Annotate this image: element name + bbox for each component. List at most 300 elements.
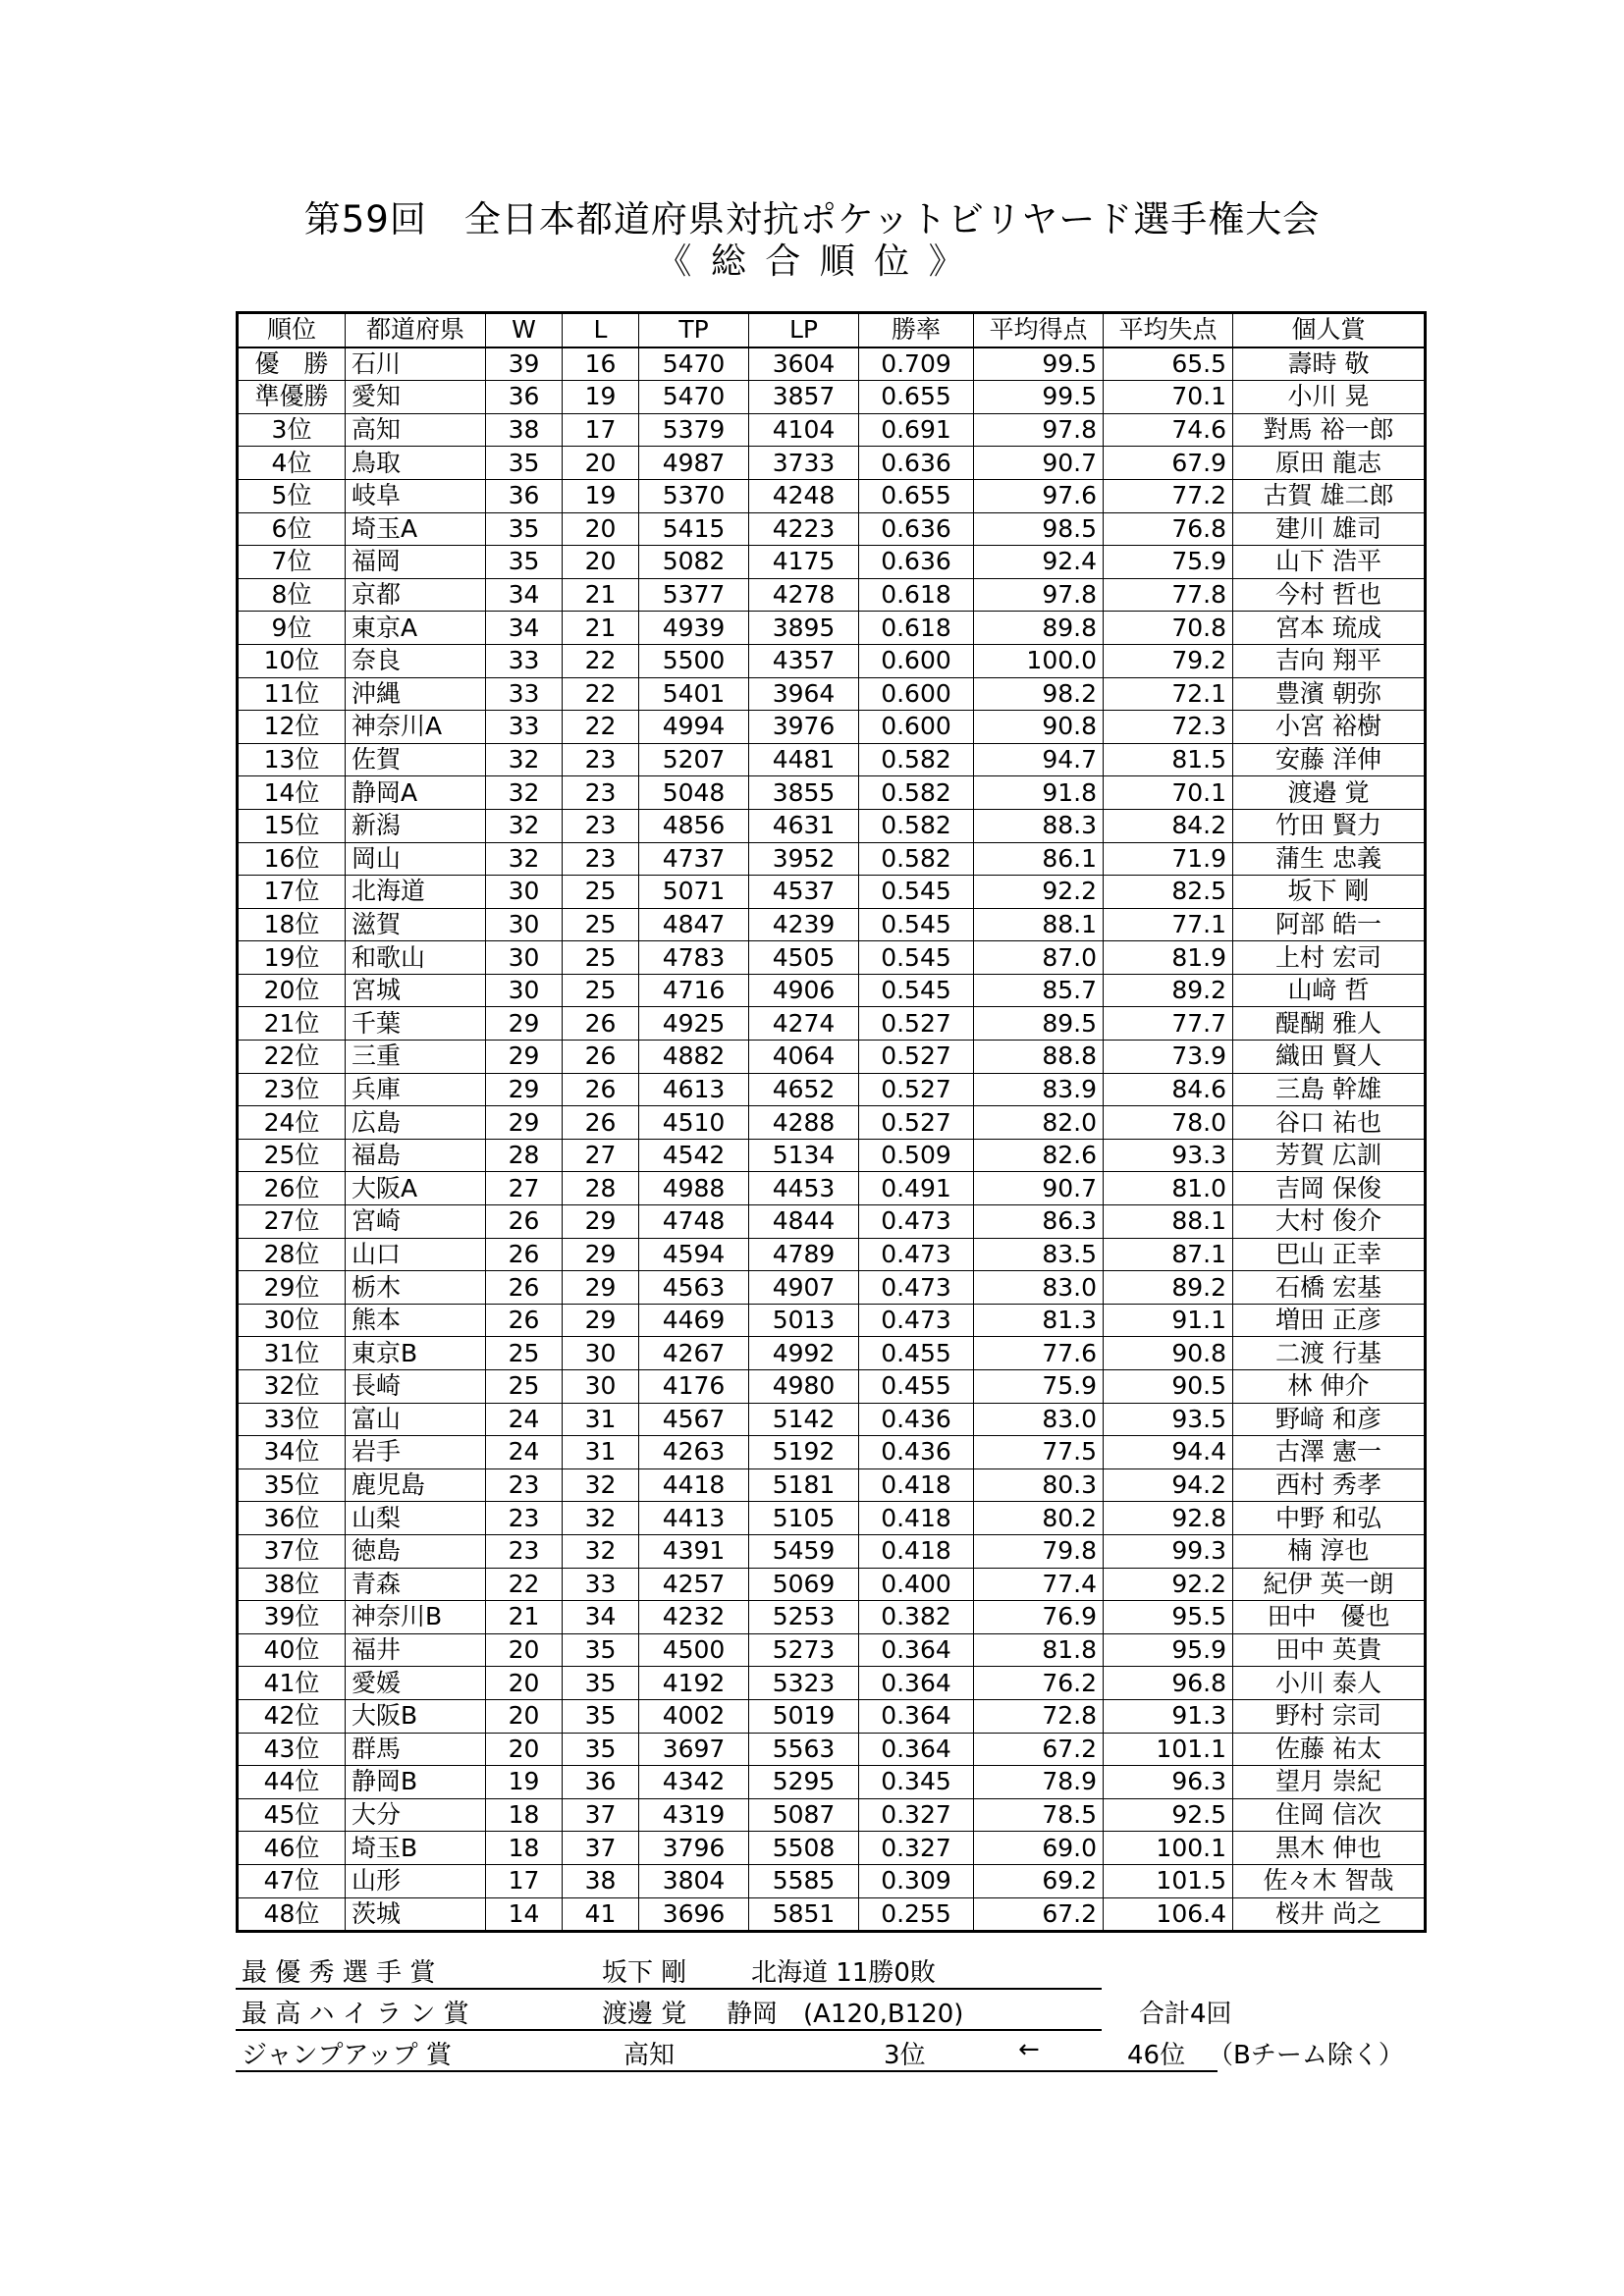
- cell-avg-conceded: 79.2: [1104, 644, 1233, 677]
- cell-prefecture: 新潟: [346, 809, 486, 842]
- cell-losses: 35: [563, 1733, 639, 1766]
- cell-losses: 19: [563, 479, 639, 512]
- cell-losses: 30: [563, 1337, 639, 1370]
- cell-avg-score: 88.8: [974, 1041, 1104, 1074]
- cell-avg-score: 89.5: [974, 1007, 1104, 1041]
- cell-avg-score: 92.4: [974, 546, 1104, 579]
- cell-lp: 4631: [749, 809, 859, 842]
- cell-rank: 14位: [238, 776, 346, 810]
- cell-losses: 29: [563, 1271, 639, 1305]
- cell-avg-score: 72.8: [974, 1699, 1104, 1733]
- standings-table: [236, 311, 1427, 1933]
- cell-rank: 44位: [238, 1766, 346, 1799]
- cell-avg-conceded: 81.0: [1104, 1172, 1233, 1205]
- cell-individual-award: 織田 賢人: [1233, 1041, 1426, 1074]
- cell-win-rate: 0.491: [859, 1172, 974, 1205]
- cell-avg-conceded: 81.5: [1104, 743, 1233, 776]
- cell-avg-conceded: 88.1: [1104, 1205, 1233, 1239]
- cell-individual-award: 芳賀 広訓: [1233, 1139, 1426, 1172]
- header-lp: LP: [749, 313, 859, 347]
- cell-rank: 優 勝: [238, 347, 346, 381]
- cell-win-rate: 0.636: [859, 546, 974, 579]
- cell-rank: 35位: [238, 1468, 346, 1502]
- cell-tp: 4192: [639, 1667, 749, 1700]
- cell-lp: 3952: [749, 842, 859, 876]
- cell-individual-award: 原田 龍志: [1233, 447, 1426, 480]
- cell-avg-conceded: 70.1: [1104, 776, 1233, 810]
- cell-tp: 5048: [639, 776, 749, 810]
- cell-lp: 5019: [749, 1699, 859, 1733]
- cell-tp: 4939: [639, 612, 749, 645]
- cell-rank: 16位: [238, 842, 346, 876]
- cell-wins: 32: [486, 809, 563, 842]
- cell-avg-score: 86.1: [974, 842, 1104, 876]
- cell-losses: 41: [563, 1897, 639, 1932]
- cell-wins: 32: [486, 842, 563, 876]
- cell-individual-award: 田中 英貴: [1233, 1633, 1426, 1667]
- cell-wins: 35: [486, 447, 563, 480]
- cell-lp: 4064: [749, 1041, 859, 1074]
- cell-losses: 20: [563, 546, 639, 579]
- cell-individual-award: 野村 宗司: [1233, 1699, 1426, 1733]
- cell-wins: 33: [486, 677, 563, 711]
- cell-prefecture: 福井: [346, 1633, 486, 1667]
- cell-losses: 17: [563, 413, 639, 447]
- cell-avg-conceded: 71.9: [1104, 842, 1233, 876]
- cell-rank: 7位: [238, 546, 346, 579]
- cell-individual-award: 佐藤 祐太: [1233, 1733, 1426, 1766]
- cell-individual-award: 石橋 宏基: [1233, 1271, 1426, 1305]
- cell-prefecture: 三重: [346, 1041, 486, 1074]
- cell-losses: 35: [563, 1667, 639, 1700]
- cell-prefecture: 福島: [346, 1139, 486, 1172]
- cell-individual-award: 谷口 祐也: [1233, 1106, 1426, 1140]
- table-row: [238, 546, 1426, 579]
- cell-avg-score: 85.7: [974, 974, 1104, 1007]
- table-row: [238, 381, 1426, 414]
- cell-losses: 26: [563, 1041, 639, 1074]
- cell-prefecture: 岩手: [346, 1436, 486, 1469]
- cell-prefecture: 岡山: [346, 842, 486, 876]
- cell-win-rate: 0.600: [859, 711, 974, 744]
- cell-wins: 29: [486, 1073, 563, 1106]
- cell-wins: 38: [486, 413, 563, 447]
- cell-wins: 35: [486, 512, 563, 546]
- cell-losses: 36: [563, 1766, 639, 1799]
- cell-avg-conceded: 91.3: [1104, 1699, 1233, 1733]
- cell-rank: 33位: [238, 1403, 346, 1436]
- cell-tp: 5370: [639, 479, 749, 512]
- cell-wins: 22: [486, 1568, 563, 1601]
- cell-individual-award: 中野 和弘: [1233, 1502, 1426, 1535]
- cell-losses: 29: [563, 1238, 639, 1271]
- cell-rank: 48位: [238, 1897, 346, 1932]
- mvp-award-detail: 北海道 11勝0敗: [751, 1958, 936, 1988]
- cell-losses: 19: [563, 381, 639, 414]
- cell-avg-conceded: 100.1: [1104, 1832, 1233, 1865]
- cell-avg-conceded: 89.2: [1104, 974, 1233, 1007]
- cell-individual-award: 山﨑 哲: [1233, 974, 1426, 1007]
- cell-losses: 26: [563, 1106, 639, 1140]
- cell-wins: 35: [486, 546, 563, 579]
- cell-avg-score: 99.5: [974, 347, 1104, 381]
- cell-losses: 34: [563, 1601, 639, 1634]
- cell-prefecture: 長崎: [346, 1370, 486, 1404]
- cell-avg-conceded: 77.8: [1104, 578, 1233, 612]
- cell-avg-conceded: 95.9: [1104, 1633, 1233, 1667]
- cell-individual-award: 壽時 敬: [1233, 347, 1426, 381]
- cell-tp: 4002: [639, 1699, 749, 1733]
- cell-rank: 45位: [238, 1798, 346, 1832]
- cell-win-rate: 0.709: [859, 347, 974, 381]
- cell-losses: 25: [563, 941, 639, 975]
- cell-avg-score: 88.3: [974, 809, 1104, 842]
- cell-win-rate: 0.545: [859, 941, 974, 975]
- cell-lp: 4481: [749, 743, 859, 776]
- table-row: [238, 908, 1426, 941]
- cell-lp: 4992: [749, 1337, 859, 1370]
- jump-up-award-label: ジャンプアップ 賞: [242, 2041, 452, 2070]
- cell-wins: 30: [486, 876, 563, 909]
- cell-avg-score: 81.3: [974, 1304, 1104, 1337]
- header-avg-conceded: 平均失点: [1104, 313, 1233, 347]
- cell-avg-conceded: 84.2: [1104, 809, 1233, 842]
- header-win-rate: 勝率: [859, 313, 974, 347]
- cell-losses: 25: [563, 974, 639, 1007]
- cell-prefecture: 山梨: [346, 1502, 486, 1535]
- cell-tp: 4176: [639, 1370, 749, 1404]
- table-row: [238, 1864, 1426, 1897]
- table-row: [238, 941, 1426, 975]
- cell-win-rate: 0.545: [859, 974, 974, 1007]
- page-title: 第59回 全日本都道府県対抗ポケットビリヤード選手権大会: [303, 198, 1321, 240]
- high-run-award-label: 最 高 ハ イ ラ ン 賞: [242, 2000, 469, 2029]
- cell-tp: 4500: [639, 1633, 749, 1667]
- cell-avg-score: 97.8: [974, 578, 1104, 612]
- cell-individual-award: 三島 幹雄: [1233, 1073, 1426, 1106]
- cell-avg-score: 77.4: [974, 1568, 1104, 1601]
- cell-prefecture: 石川: [346, 347, 486, 381]
- cell-avg-score: 90.7: [974, 447, 1104, 480]
- mvp-award-name: 坂下 剛: [602, 1958, 687, 1988]
- cell-rank: 40位: [238, 1633, 346, 1667]
- cell-avg-conceded: 99.3: [1104, 1534, 1233, 1568]
- cell-wins: 20: [486, 1633, 563, 1667]
- cell-prefecture: 大阪A: [346, 1172, 486, 1205]
- cell-rank: 27位: [238, 1205, 346, 1239]
- cell-prefecture: 鹿児島: [346, 1468, 486, 1502]
- cell-individual-award: 古賀 雄二郎: [1233, 479, 1426, 512]
- cell-lp: 5069: [749, 1568, 859, 1601]
- cell-prefecture: 茨城: [346, 1897, 486, 1932]
- cell-individual-award: 望月 崇紀: [1233, 1766, 1426, 1799]
- cell-win-rate: 0.545: [859, 876, 974, 909]
- cell-individual-award: 小川 晃: [1233, 381, 1426, 414]
- table-row: [238, 578, 1426, 612]
- cell-wins: 30: [486, 974, 563, 1007]
- cell-individual-award: 渡邉 覚: [1233, 776, 1426, 810]
- cell-individual-award: 對馬 裕一郎: [1233, 413, 1426, 447]
- cell-individual-award: 巴山 正幸: [1233, 1238, 1426, 1271]
- cell-prefecture: 北海道: [346, 876, 486, 909]
- cell-tp: 5377: [639, 578, 749, 612]
- cell-tp: 4510: [639, 1106, 749, 1140]
- cell-individual-award: 楠 淳也: [1233, 1534, 1426, 1568]
- cell-prefecture: 山形: [346, 1864, 486, 1897]
- cell-lp: 5013: [749, 1304, 859, 1337]
- cell-win-rate: 0.364: [859, 1699, 974, 1733]
- cell-rank: 36位: [238, 1502, 346, 1535]
- cell-prefecture: 東京A: [346, 612, 486, 645]
- cell-avg-score: 83.0: [974, 1403, 1104, 1436]
- cell-lp: 5105: [749, 1502, 859, 1535]
- cell-win-rate: 0.655: [859, 381, 974, 414]
- cell-individual-award: 桜井 尚之: [1233, 1897, 1426, 1932]
- cell-avg-score: 90.8: [974, 711, 1104, 744]
- cell-lp: 4844: [749, 1205, 859, 1239]
- cell-losses: 32: [563, 1534, 639, 1568]
- cell-avg-conceded: 92.2: [1104, 1568, 1233, 1601]
- cell-avg-conceded: 94.4: [1104, 1436, 1233, 1469]
- cell-avg-conceded: 89.2: [1104, 1271, 1233, 1305]
- cell-rank: 23位: [238, 1073, 346, 1106]
- cell-individual-award: 二渡 行基: [1233, 1337, 1426, 1370]
- table-row: [238, 1832, 1426, 1865]
- cell-lp: 4537: [749, 876, 859, 909]
- cell-lp: 4288: [749, 1106, 859, 1140]
- cell-losses: 23: [563, 842, 639, 876]
- cell-individual-award: 吉岡 保俊: [1233, 1172, 1426, 1205]
- cell-individual-award: 林 伸介: [1233, 1370, 1426, 1404]
- cell-prefecture: 沖縄: [346, 677, 486, 711]
- table-row: [238, 1304, 1426, 1337]
- cell-wins: 20: [486, 1699, 563, 1733]
- cell-tp: 4882: [639, 1041, 749, 1074]
- cell-tp: 4847: [639, 908, 749, 941]
- cell-tp: 4563: [639, 1271, 749, 1305]
- cell-wins: 33: [486, 644, 563, 677]
- header-avg-score: 平均得点: [974, 313, 1104, 347]
- cell-individual-award: 増田 正彦: [1233, 1304, 1426, 1337]
- cell-prefecture: 広島: [346, 1106, 486, 1140]
- cell-losses: 23: [563, 809, 639, 842]
- table-row: [238, 612, 1426, 645]
- cell-avg-score: 97.6: [974, 479, 1104, 512]
- cell-avg-score: 78.5: [974, 1798, 1104, 1832]
- cell-win-rate: 0.582: [859, 776, 974, 810]
- cell-prefecture: 神奈川A: [346, 711, 486, 744]
- cell-prefecture: 大分: [346, 1798, 486, 1832]
- cell-losses: 25: [563, 908, 639, 941]
- cell-tp: 3696: [639, 1897, 749, 1932]
- cell-losses: 33: [563, 1568, 639, 1601]
- cell-lp: 4274: [749, 1007, 859, 1041]
- cell-win-rate: 0.473: [859, 1238, 974, 1271]
- cell-lp: 5295: [749, 1766, 859, 1799]
- cell-prefecture: 京都: [346, 578, 486, 612]
- cell-avg-score: 69.2: [974, 1864, 1104, 1897]
- cell-prefecture: 福岡: [346, 546, 486, 579]
- cell-wins: 18: [486, 1832, 563, 1865]
- cell-wins: 39: [486, 347, 563, 381]
- cell-individual-award: 豊濱 朝弥: [1233, 677, 1426, 711]
- cell-avg-score: 82.0: [974, 1106, 1104, 1140]
- cell-wins: 21: [486, 1601, 563, 1634]
- cell-win-rate: 0.418: [859, 1534, 974, 1568]
- cell-losses: 31: [563, 1403, 639, 1436]
- cell-rank: 30位: [238, 1304, 346, 1337]
- cell-lp: 5323: [749, 1667, 859, 1700]
- table-row: [238, 1337, 1426, 1370]
- cell-avg-score: 92.2: [974, 876, 1104, 909]
- cell-wins: 28: [486, 1139, 563, 1172]
- cell-tp: 4783: [639, 941, 749, 975]
- cell-win-rate: 0.455: [859, 1370, 974, 1404]
- cell-rank: 準優勝: [238, 381, 346, 414]
- cell-losses: 37: [563, 1798, 639, 1832]
- cell-win-rate: 0.582: [859, 809, 974, 842]
- cell-losses: 22: [563, 711, 639, 744]
- cell-avg-conceded: 84.6: [1104, 1073, 1233, 1106]
- cell-avg-score: 80.2: [974, 1502, 1104, 1535]
- cell-win-rate: 0.364: [859, 1633, 974, 1667]
- cell-losses: 22: [563, 644, 639, 677]
- cell-avg-score: 91.8: [974, 776, 1104, 810]
- cell-avg-conceded: 90.8: [1104, 1337, 1233, 1370]
- cell-rank: 10位: [238, 644, 346, 677]
- cell-losses: 31: [563, 1436, 639, 1469]
- cell-individual-award: 今村 哲也: [1233, 578, 1426, 612]
- cell-lp: 4652: [749, 1073, 859, 1106]
- table-row: [238, 776, 1426, 810]
- cell-win-rate: 0.364: [859, 1667, 974, 1700]
- cell-prefecture: 鳥取: [346, 447, 486, 480]
- cell-win-rate: 0.473: [859, 1271, 974, 1305]
- cell-prefecture: 宮城: [346, 974, 486, 1007]
- table-row: [238, 512, 1426, 546]
- cell-avg-conceded: 70.8: [1104, 612, 1233, 645]
- header-rank: 順位: [238, 313, 346, 347]
- cell-tp: 5470: [639, 381, 749, 414]
- cell-win-rate: 0.364: [859, 1733, 974, 1766]
- cell-losses: 35: [563, 1633, 639, 1667]
- table-row: [238, 1699, 1426, 1733]
- cell-win-rate: 0.636: [859, 447, 974, 480]
- high-run-award-name: 渡邊 覚: [602, 2000, 687, 2029]
- table-row: [238, 1633, 1426, 1667]
- cell-avg-score: 97.8: [974, 413, 1104, 447]
- cell-lp: 5192: [749, 1436, 859, 1469]
- cell-wins: 23: [486, 1502, 563, 1535]
- cell-win-rate: 0.582: [859, 743, 974, 776]
- cell-win-rate: 0.527: [859, 1041, 974, 1074]
- cell-lp: 4223: [749, 512, 859, 546]
- table-row: [238, 1798, 1426, 1832]
- jump-up-rank-prev: 46位: [1127, 2041, 1186, 2070]
- cell-win-rate: 0.455: [859, 1337, 974, 1370]
- cell-avg-score: 82.6: [974, 1139, 1104, 1172]
- cell-lp: 5142: [749, 1403, 859, 1436]
- cell-prefecture: 岐阜: [346, 479, 486, 512]
- cell-rank: 17位: [238, 876, 346, 909]
- cell-tp: 4232: [639, 1601, 749, 1634]
- cell-losses: 26: [563, 1073, 639, 1106]
- table-row: [238, 1106, 1426, 1140]
- cell-prefecture: 神奈川B: [346, 1601, 486, 1634]
- cell-win-rate: 0.400: [859, 1568, 974, 1601]
- cell-avg-conceded: 76.8: [1104, 512, 1233, 546]
- cell-win-rate: 0.309: [859, 1864, 974, 1897]
- cell-wins: 18: [486, 1798, 563, 1832]
- cell-rank: 34位: [238, 1436, 346, 1469]
- cell-individual-award: 蒲生 忠義: [1233, 842, 1426, 876]
- cell-avg-score: 89.8: [974, 612, 1104, 645]
- cell-avg-conceded: 106.4: [1104, 1897, 1233, 1932]
- table-row: [238, 447, 1426, 480]
- awards-section: [236, 1949, 1414, 2096]
- cell-wins: 26: [486, 1271, 563, 1305]
- cell-tp: 5207: [639, 743, 749, 776]
- cell-rank: 6位: [238, 512, 346, 546]
- cell-prefecture: 滋賀: [346, 908, 486, 941]
- cell-individual-award: 小川 泰人: [1233, 1667, 1426, 1700]
- cell-avg-score: 100.0: [974, 644, 1104, 677]
- cell-rank: 39位: [238, 1601, 346, 1634]
- cell-wins: 32: [486, 776, 563, 810]
- table-row: [238, 1568, 1426, 1601]
- table-row: [238, 1601, 1426, 1634]
- cell-avg-score: 75.9: [974, 1370, 1104, 1404]
- cell-tp: 4542: [639, 1139, 749, 1172]
- cell-avg-score: 77.6: [974, 1337, 1104, 1370]
- cell-losses: 30: [563, 1370, 639, 1404]
- cell-tp: 4994: [639, 711, 749, 744]
- cell-avg-conceded: 92.5: [1104, 1798, 1233, 1832]
- cell-lp: 4357: [749, 644, 859, 677]
- cell-tp: 4716: [639, 974, 749, 1007]
- cell-individual-award: 住岡 信次: [1233, 1798, 1426, 1832]
- cell-prefecture: 兵庫: [346, 1073, 486, 1106]
- table-row: [238, 1041, 1426, 1074]
- cell-win-rate: 0.327: [859, 1798, 974, 1832]
- cell-win-rate: 0.327: [859, 1832, 974, 1865]
- cell-tp: 4987: [639, 447, 749, 480]
- cell-avg-conceded: 75.9: [1104, 546, 1233, 579]
- cell-losses: 20: [563, 512, 639, 546]
- cell-lp: 4175: [749, 546, 859, 579]
- cell-individual-award: 阿部 皓一: [1233, 908, 1426, 941]
- cell-avg-score: 67.2: [974, 1897, 1104, 1932]
- cell-losses: 22: [563, 677, 639, 711]
- cell-avg-conceded: 95.5: [1104, 1601, 1233, 1634]
- cell-avg-score: 78.9: [974, 1766, 1104, 1799]
- cell-tp: 5401: [639, 677, 749, 711]
- cell-avg-conceded: 101.1: [1104, 1733, 1233, 1766]
- cell-losses: 21: [563, 612, 639, 645]
- cell-lp: 5851: [749, 1897, 859, 1932]
- table-row: [238, 1172, 1426, 1205]
- cell-losses: 37: [563, 1832, 639, 1865]
- cell-individual-award: 宮本 琉成: [1233, 612, 1426, 645]
- cell-rank: 13位: [238, 743, 346, 776]
- cell-wins: 26: [486, 1304, 563, 1337]
- cell-avg-score: 83.9: [974, 1073, 1104, 1106]
- cell-individual-award: 大村 俊介: [1233, 1205, 1426, 1239]
- cell-avg-score: 81.8: [974, 1633, 1104, 1667]
- cell-wins: 29: [486, 1007, 563, 1041]
- table-row: [238, 1007, 1426, 1041]
- cell-avg-conceded: 93.5: [1104, 1403, 1233, 1436]
